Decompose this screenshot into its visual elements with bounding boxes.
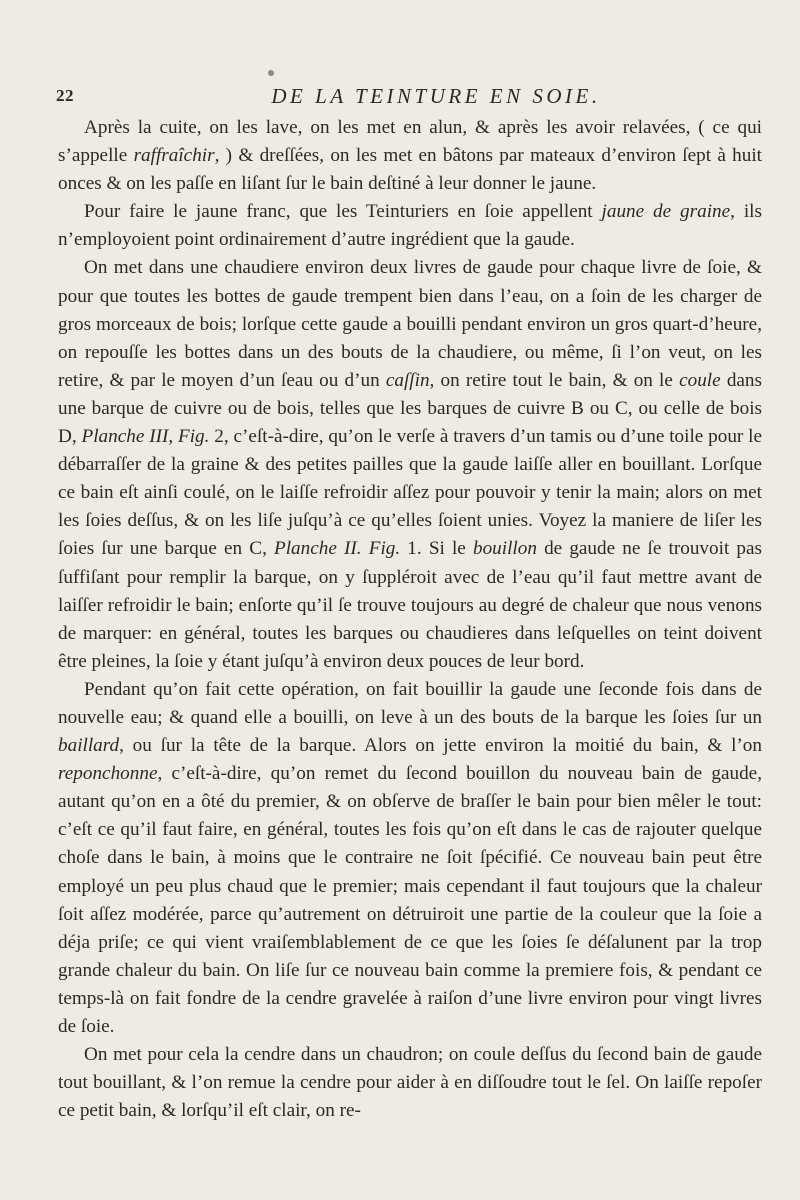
- page-number: 22: [56, 86, 74, 105]
- paragraph: Après la cuite, on les lave, on les met en alun, & après les avoir relavées, ( ce qui s’appelle raffraîchir, ) & dreſſées, on les met en bâtons par mateaux d’environ ſept à huit onces & on les paſſe en liſant ſur le bain deſtiné à leur donner le jaune.: [58, 117, 762, 195]
- paragraph: Pour faire le jaune franc, que les Teinturiers en ſoie appellent jaune de graine, ils n’employoient point ordinairement d’autre ingrédient que la gaude.: [58, 201, 762, 251]
- page-header: [56, 86, 756, 110]
- running-title: DE LA TEINTURE EN SOIE.: [271, 84, 601, 108]
- paragraph: Pendant qu’on fait cette opération, on fait bouillir la gaude une ſeconde fois dans de nouvelle eau; & quand elle a bouilli, on leve à un des bouts de la barque les ſoies ſur un baillard, ou ſur la tête de la barque. Alors on jette environ la moitié du bain, & l’on reponchonne, c’eſt-à-dire, qu’on remet du ſecond bouillon du nouveau bain de gaude, autant qu’on en a ôté du premier, & on obſerve de braſſer le bain pour bien mêler le tout: c’eſt ce qu’il faut faire, en général, toutes les fois qu’on eſt dans le cas de rajouter quelque choſe dans le bain, à moins que le contraire ne ſoit ſpécifié. Ce nouveau bain peut être employé un peu plus chaud que le premier; mais cependant il faut toujours que la chaleur ſoit aſſez modérée, parce qu’autrement on détruiroit une partie de la couleur que la ſoie a déja priſe; ce qui vient vraiſemblablement de ce que les ſoies ſe déſalunent par la trop grande chaleur du bain. On liſe ſur ce nouveau bain comme la premiere fois, & pendant ce temps-là on fait fondre de la cendre gravelée à raiſon d’une livre environ pour vingt livres de ſoie.: [58, 678, 762, 1037]
- body-text: [58, 114, 762, 1125]
- paragraph: On met pour cela la cendre dans un chaudron; on coule deſſus du ſecond bain de gaude tout bouillant, & l’on remue la cendre pour aider à en diſſoudre tout le ſel. On laiſſe repoſer ce petit bain, & lorſqu’il eſt clair, on re-: [58, 1044, 762, 1122]
- paragraph: On met dans une chaudiere environ deux livres de gaude pour chaque livre de ſoie, & pour que toutes les bottes de gaude trempent bien dans l’eau, on a ſoin de les charger de gros morceaux de bois; lorſque cette gaude a bouilli pendant environ un gros quart-d’heure, on repouſſe les bottes dans un des bouts de la chaudiere, ou même, ſi l’on veut, on les retire, & par le moyen d’un ſeau ou d’un caſſin, on retire tout le bain, & on le coule dans une barque de cuivre ou de bois, telles que les barques de cuivre B ou C, ou celle de bois D, Planche III, Fig. 2, c’eſt-à-dire, qu’on le verſe à travers d’un tamis ou d’une toile pour le débarraſſer de la graine & des petites pailles que la gaude laiſſe aller en bouillant. Lorſque ce bain eſt ainſi coulé, on le laiſſe refroidir aſſez pour pouvoir y tenir la main; alors on met les ſoies deſſus, & on les liſe juſqu’à ce qu’elles ſoient unies. Voyez la maniere de liſer les ſoies ſur une barque en C, Planche II. Fig. 1. Si le bouillon de gaude ne ſe trouvoit pas ſuffiſant pour remplir la barque, on y ſuppléroit avec de l’eau qu’il faut mettre avant de laiſſer refroidir le bain; enſorte qu’il ſe trouve toujours au degré de chaleur que nous venons de marquer: en général, toutes les barques ou chaudieres dans leſquelles on teint doivent être pleines, la ſoie y étant juſqu’à environ deux pouces de leur bord.: [58, 257, 763, 672]
- ink-speck: [268, 70, 274, 76]
